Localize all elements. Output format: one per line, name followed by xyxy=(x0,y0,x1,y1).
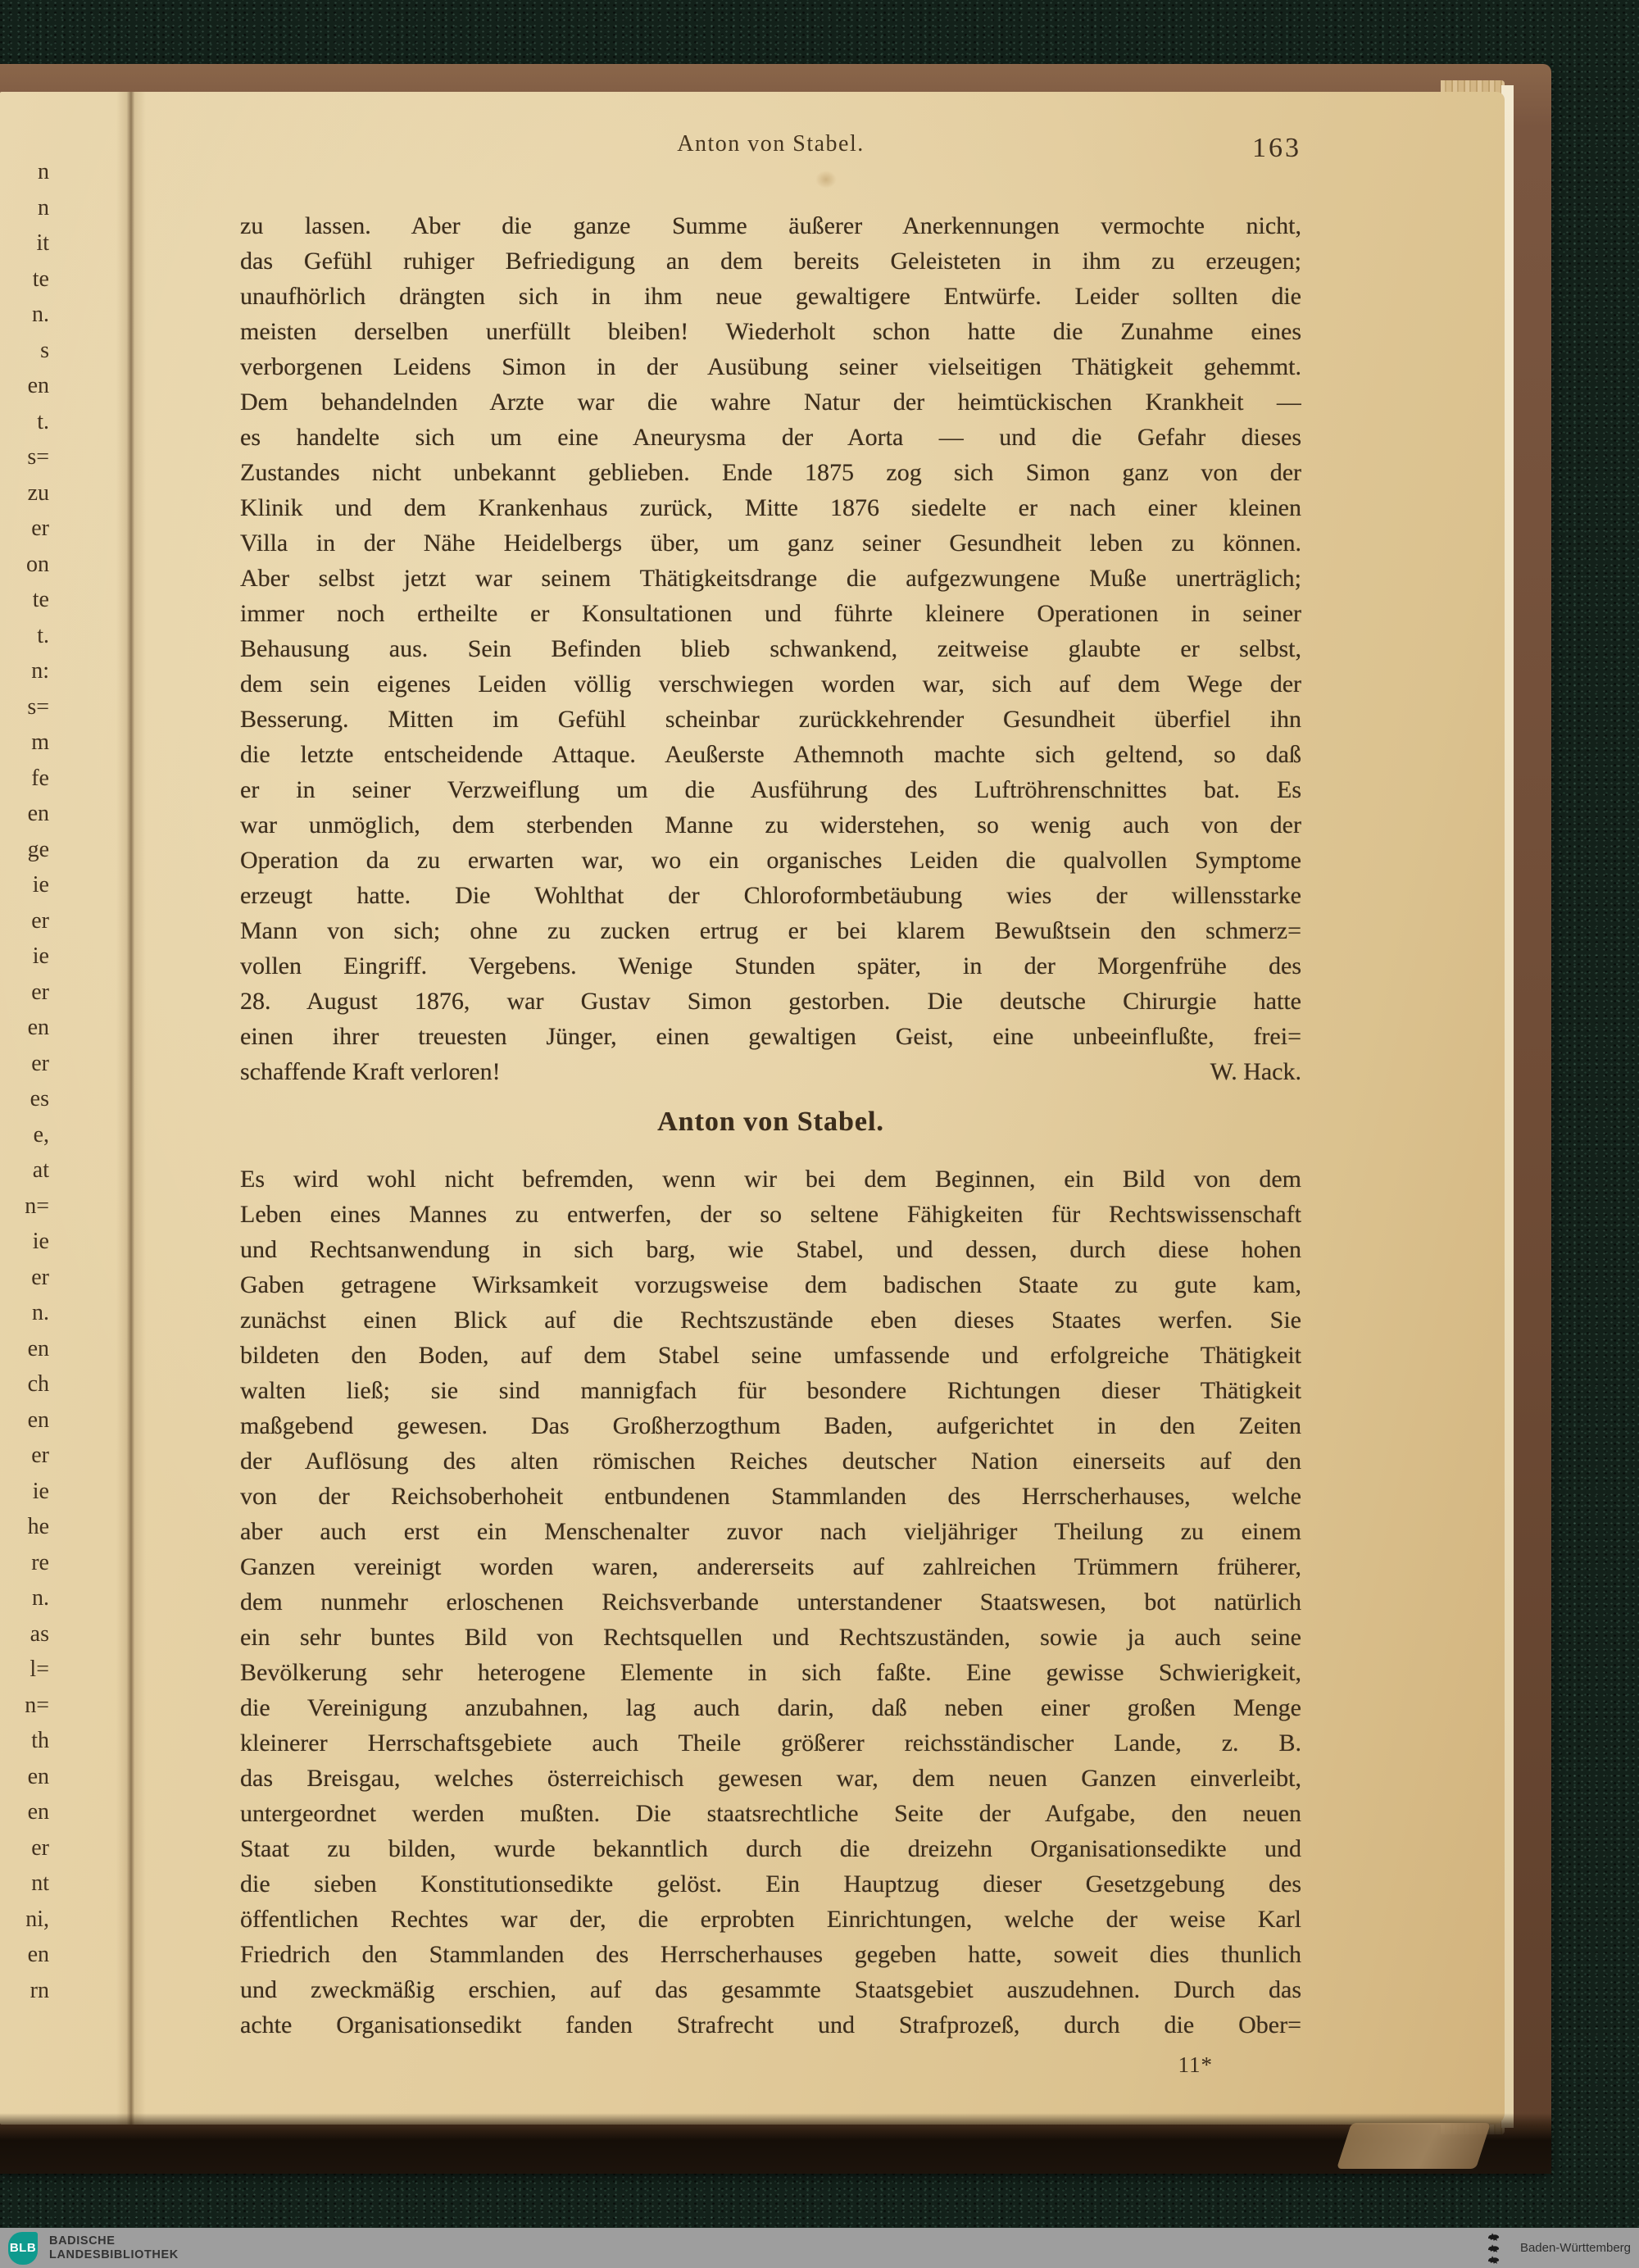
facing-page-fragment: en xyxy=(27,1015,49,1040)
library-footer-bar xyxy=(0,2228,1639,2268)
blb-logo-icon xyxy=(8,2232,38,2265)
facing-page-fragment: en xyxy=(27,1335,49,1361)
text-line: Mann von sich; ohne zu zucken ertrug er bei klarem Bewußtsein den schmerz= xyxy=(240,917,1301,944)
facing-page-fragment: er xyxy=(31,979,49,1005)
facing-page-line-fragments xyxy=(0,154,49,2008)
facing-page-fragment: s xyxy=(40,337,49,363)
state-branding xyxy=(1486,2230,1631,2266)
sheet-signature-mark: 11* xyxy=(1178,2052,1213,2077)
facing-page-fragment: ie xyxy=(32,1229,49,1254)
text-line: Dem behandelnden Arzte war die wahre Natur der heimtückischen Krankheit — xyxy=(240,389,1301,416)
facing-page-fragment: er xyxy=(31,1264,49,1290)
text-line: Ganzen vereinigt worden waren, andererseits auf zahlreichen Trümmern früherer, xyxy=(240,1553,1301,1580)
facing-page-fragment: at xyxy=(32,1157,49,1183)
text-line: verborgenen Leidens Simon in der Ausübung seiner vielseitigen Thätigkeit gehemmt. xyxy=(240,353,1301,380)
facing-page-fragment: rn xyxy=(30,1977,49,2003)
text-line: Operation da zu erwarten war, wo ein organisches Leiden die qualvollen Symptome xyxy=(240,847,1301,874)
text-line: ein sehr buntes Bild von Rechtsquellen und Rechtszuständen, sowie ja auch seine xyxy=(240,1624,1301,1651)
text-line: Bevölkerung sehr heterogene Elemente in sich faßte. Eine gewisse Schwierigkeit, xyxy=(240,1659,1301,1686)
facing-page-fragment: te xyxy=(32,587,49,612)
facing-page-fragment: zu xyxy=(27,480,49,506)
blb-logo-text: BLB xyxy=(9,2241,37,2255)
text-line: war unmöglich, dem sterbenden Manne zu widerstehen, so wenig auch von der xyxy=(240,811,1301,839)
facing-page-fragment: n xyxy=(38,159,49,184)
text-line: der Auflösung des alten römischen Reiches deutscher Nation einerseits auf den xyxy=(240,1448,1301,1475)
text-line: Klinik und dem Krankenhaus zurück, Mitte 1876 siedelte er nach einer kleinen xyxy=(240,494,1301,521)
book-gutter-crease xyxy=(116,92,146,2125)
facing-page-fragment: en xyxy=(27,373,49,398)
facing-page-fragment: l= xyxy=(30,1657,49,1682)
text-line: Zustandes nicht unbekannt geblieben. Ende 1875 zog sich Simon ganz von der xyxy=(240,459,1301,486)
paragraph-obituary xyxy=(240,208,1301,1054)
text-line: das Breisgau, welches österreichisch gewesen war, dem neuen Ganzen einverleibt, xyxy=(240,1765,1301,1792)
facing-page-fragment: er xyxy=(31,1443,49,1468)
text-line: Es wird wohl nicht befremden, wenn wir bei dem Beginnen, ein Bild von dem xyxy=(240,1166,1301,1193)
text-line: die sieben Konstitutionsedikte gelöst. Ein Hauptzug dieser Gesetzgebung des xyxy=(240,1870,1301,1898)
text-line: walten ließ; sie sind mannigfach für besondere Richtungen dieser Thätigkeit xyxy=(240,1377,1301,1404)
section-heading: Anton von Stabel. xyxy=(657,1107,884,1137)
state-label: Baden-Württemberg xyxy=(1519,2241,1631,2255)
text-line: dem nunmehr erloschenen Reichsverbande unterstandener Staatswesen, bot natürlich xyxy=(240,1589,1301,1616)
text-line: vollen Eingriff. Vergebens. Wenige Stunden später, in der Morgenfrühe des xyxy=(240,952,1301,979)
text-line: maßgebend gewesen. Das Großherzogthum Baden, aufgerichtet in den Zeiten xyxy=(240,1412,1301,1439)
facing-page-fragment: en xyxy=(27,801,49,826)
facing-page-fragment: m xyxy=(31,729,49,755)
text-line: aber auch erst ein Menschenalter zuvor nach vieljähriger Theilung zu einem xyxy=(240,1518,1301,1545)
text-line: kleinerer Herrschaftsgebiete auch Theile größerer reichsständischer Lande, z. B. xyxy=(240,1729,1301,1757)
paragraph-last-line: schaffende Kraft verloren! xyxy=(240,1058,501,1085)
text-line: die letzte entscheidende Attaque. Aeußerste Athemnoth machte sich geltend, so daß xyxy=(240,741,1301,768)
text-line: meisten derselben unerfüllt bleiben! Wiederholt schon hatte die Zunahme eines xyxy=(240,318,1301,345)
facing-page-fragment: ie xyxy=(32,1478,49,1504)
text-line: achte Organisationsedikt fanden Strafrecht und Strafprozeß, durch die Ober= xyxy=(240,2011,1301,2038)
text-line: Aber selbst jetzt war seinem Thätigkeitsdrange die aufgezwungene Muße unerträglich; xyxy=(240,565,1301,592)
facing-page-fragment: on xyxy=(26,551,49,577)
text-line: es handelte sich um eine Aneurysma der Aorta — und die Gefahr dieses xyxy=(240,424,1301,451)
facing-page-fragment: te xyxy=(32,266,49,292)
running-title: Anton von Stabel. xyxy=(677,131,865,157)
facing-page-fragment: er xyxy=(31,907,49,934)
facing-page-fragment: ni, xyxy=(25,1906,49,1932)
text-line: Leben eines Mannes zu entwerfen, der so seltene Fähigkeiten für Rechtswissenschaft xyxy=(240,1201,1301,1228)
text-line: 28. August 1876, war Gustav Simon gestorben. Die deutsche Chirurgie hatte xyxy=(240,988,1301,1015)
facing-page-fragment: s= xyxy=(27,693,49,720)
library-name-line1: BADISCHE xyxy=(49,2234,116,2248)
text-line: Villa in der Nähe Heidelbergs über, um ganz seiner Gesundheit leben zu können. xyxy=(240,530,1301,557)
facing-page-fragment: n: xyxy=(31,658,49,684)
text-line: erzeugt hatte. Die Wohlthat der Chloroformbetäubung wies der willensstarke xyxy=(240,882,1301,909)
text-line: Behausung aus. Sein Befinden blieb schwankend, zeitweise glaubte er selbst, xyxy=(240,635,1301,662)
facing-page-fragment: en xyxy=(27,1763,49,1789)
facing-page-fragment: en xyxy=(27,1407,49,1433)
text-line: untergeordnet werden mußten. Die staatsrechtliche Seite der Aufgabe, den neuen xyxy=(240,1800,1301,1827)
author-signature: W. Hack. xyxy=(1210,1058,1301,1085)
paragraph-closing-row xyxy=(240,1054,1301,1089)
library-branding xyxy=(8,2232,179,2265)
text-line: öffentlichen Rechtes war der, die erprobten Einrichtungen, welche der weise Karl xyxy=(240,1906,1301,1933)
text-line: Gaben getragene Wirksamkeit vorzugsweise dem badischen Staate zu gute kam, xyxy=(240,1271,1301,1298)
baden-wuerttemberg-coat-of-arms-icon xyxy=(1486,2230,1510,2266)
facing-page-fragment: re xyxy=(31,1549,49,1575)
facing-page-fragment: he xyxy=(27,1514,49,1539)
facing-page-fragment: n= xyxy=(25,1692,49,1718)
facing-page-fragment: en xyxy=(27,1942,49,1967)
facing-page-fragment: th xyxy=(31,1728,49,1753)
text-line: die Vereinigung anzubahnen, lag auch darin, daß neben einer großen Menge xyxy=(240,1694,1301,1721)
facing-page-fragment: n. xyxy=(32,1585,49,1611)
facing-page-fragment: en xyxy=(27,1799,49,1825)
page-number: 163 xyxy=(1252,133,1301,163)
library-name-line2: LANDESBIBLIOTHEK xyxy=(49,2248,179,2261)
text-line: bildeten den Boden, auf dem Stabel seine umfassende und erfolgreiche Thätigkeit xyxy=(240,1342,1301,1369)
facing-page-fragment: n. xyxy=(32,302,49,327)
facing-page-fragment: er xyxy=(31,516,49,541)
facing-page-fragment: n xyxy=(38,194,49,220)
text-line: zu lassen. Aber die ganze Summe äußerer Anerkennungen vermochte nicht, xyxy=(240,212,1301,239)
text-line: zunächst einen Blick auf die Rechtszustände eben dieses Staates werfen. Sie xyxy=(240,1307,1301,1334)
facing-page-fragment: e, xyxy=(33,1121,49,1148)
facing-page-fragment: er xyxy=(31,1834,49,1861)
text-line: er in seiner Verzweiflung um die Ausführung des Luftröhrenschnittes bat. Es xyxy=(240,776,1301,803)
facing-page-fragment: er xyxy=(31,1050,49,1076)
facing-page-fragment: n= xyxy=(25,1193,49,1219)
facing-page-fragment: ie xyxy=(32,872,49,898)
facing-page-fragment: ch xyxy=(27,1371,49,1397)
facing-page-fragment: fe xyxy=(31,765,49,791)
facing-page-fragment: it xyxy=(36,230,49,256)
page-text-block xyxy=(240,92,1301,2125)
text-line: und zweckmäßig erschien, auf das gesammte Staatsgebiet auszudehnen. Durch das xyxy=(240,1976,1301,2003)
facing-page-fragment: nt xyxy=(31,1870,49,1896)
facing-page-fragment: ie xyxy=(32,943,49,969)
text-line: unaufhörlich drängten sich in ihm neue gewaltigere Entwürfe. Leider sollten die xyxy=(240,283,1301,310)
text-line: Staat zu bilden, wurde bekanntlich durch die dreizehn Organisationsedikte und xyxy=(240,1835,1301,1862)
text-line: und Rechtsanwendung in sich barg, wie Stabel, und dessen, durch diese hohen xyxy=(240,1236,1301,1263)
text-line: Friedrich den Stammlanden des Herrscherhauses gegeben hatte, soweit dies thunlich xyxy=(240,1941,1301,1968)
text-line: immer noch ertheilte er Konsultationen und führte kleinere Operationen in seiner xyxy=(240,600,1301,627)
facing-page-fragment: t. xyxy=(37,622,49,648)
facing-page-fragment: s= xyxy=(27,444,49,470)
text-line: von der Reichsoberhoheit entbundenen Stammlanden des Herrscherhauses, welche xyxy=(240,1483,1301,1510)
facing-page-fragment: as xyxy=(30,1620,49,1647)
text-line: das Gefühl ruhiger Befriedigung an dem bereits Geleisteten in ihm zu erzeugen; xyxy=(240,248,1301,275)
facing-page-fragment: n. xyxy=(32,1300,49,1325)
text-line: Besserung. Mitten im Gefühl scheinbar zurückkehrender Gesundheit überfiel ihn xyxy=(240,706,1301,733)
paragraph-stabel-biography xyxy=(240,1161,1301,2043)
worn-cover-corner xyxy=(1337,2123,1491,2169)
page-bottom-shadow xyxy=(0,2113,1551,2174)
facing-page-fragment: es xyxy=(30,1086,49,1111)
scanned-page xyxy=(0,92,1505,2125)
library-name xyxy=(49,2234,179,2262)
text-line: einen ihrer treuesten Jünger, einen gewaltigen Geist, eine unbeeinflußte, frei= xyxy=(240,1023,1301,1050)
text-line: dem sein eigenes Leiden völlig verschwiegen worden war, sich auf dem Wege der xyxy=(240,670,1301,698)
facing-page-fragment: ge xyxy=(27,836,49,862)
facing-page-fragment: t. xyxy=(37,408,49,434)
